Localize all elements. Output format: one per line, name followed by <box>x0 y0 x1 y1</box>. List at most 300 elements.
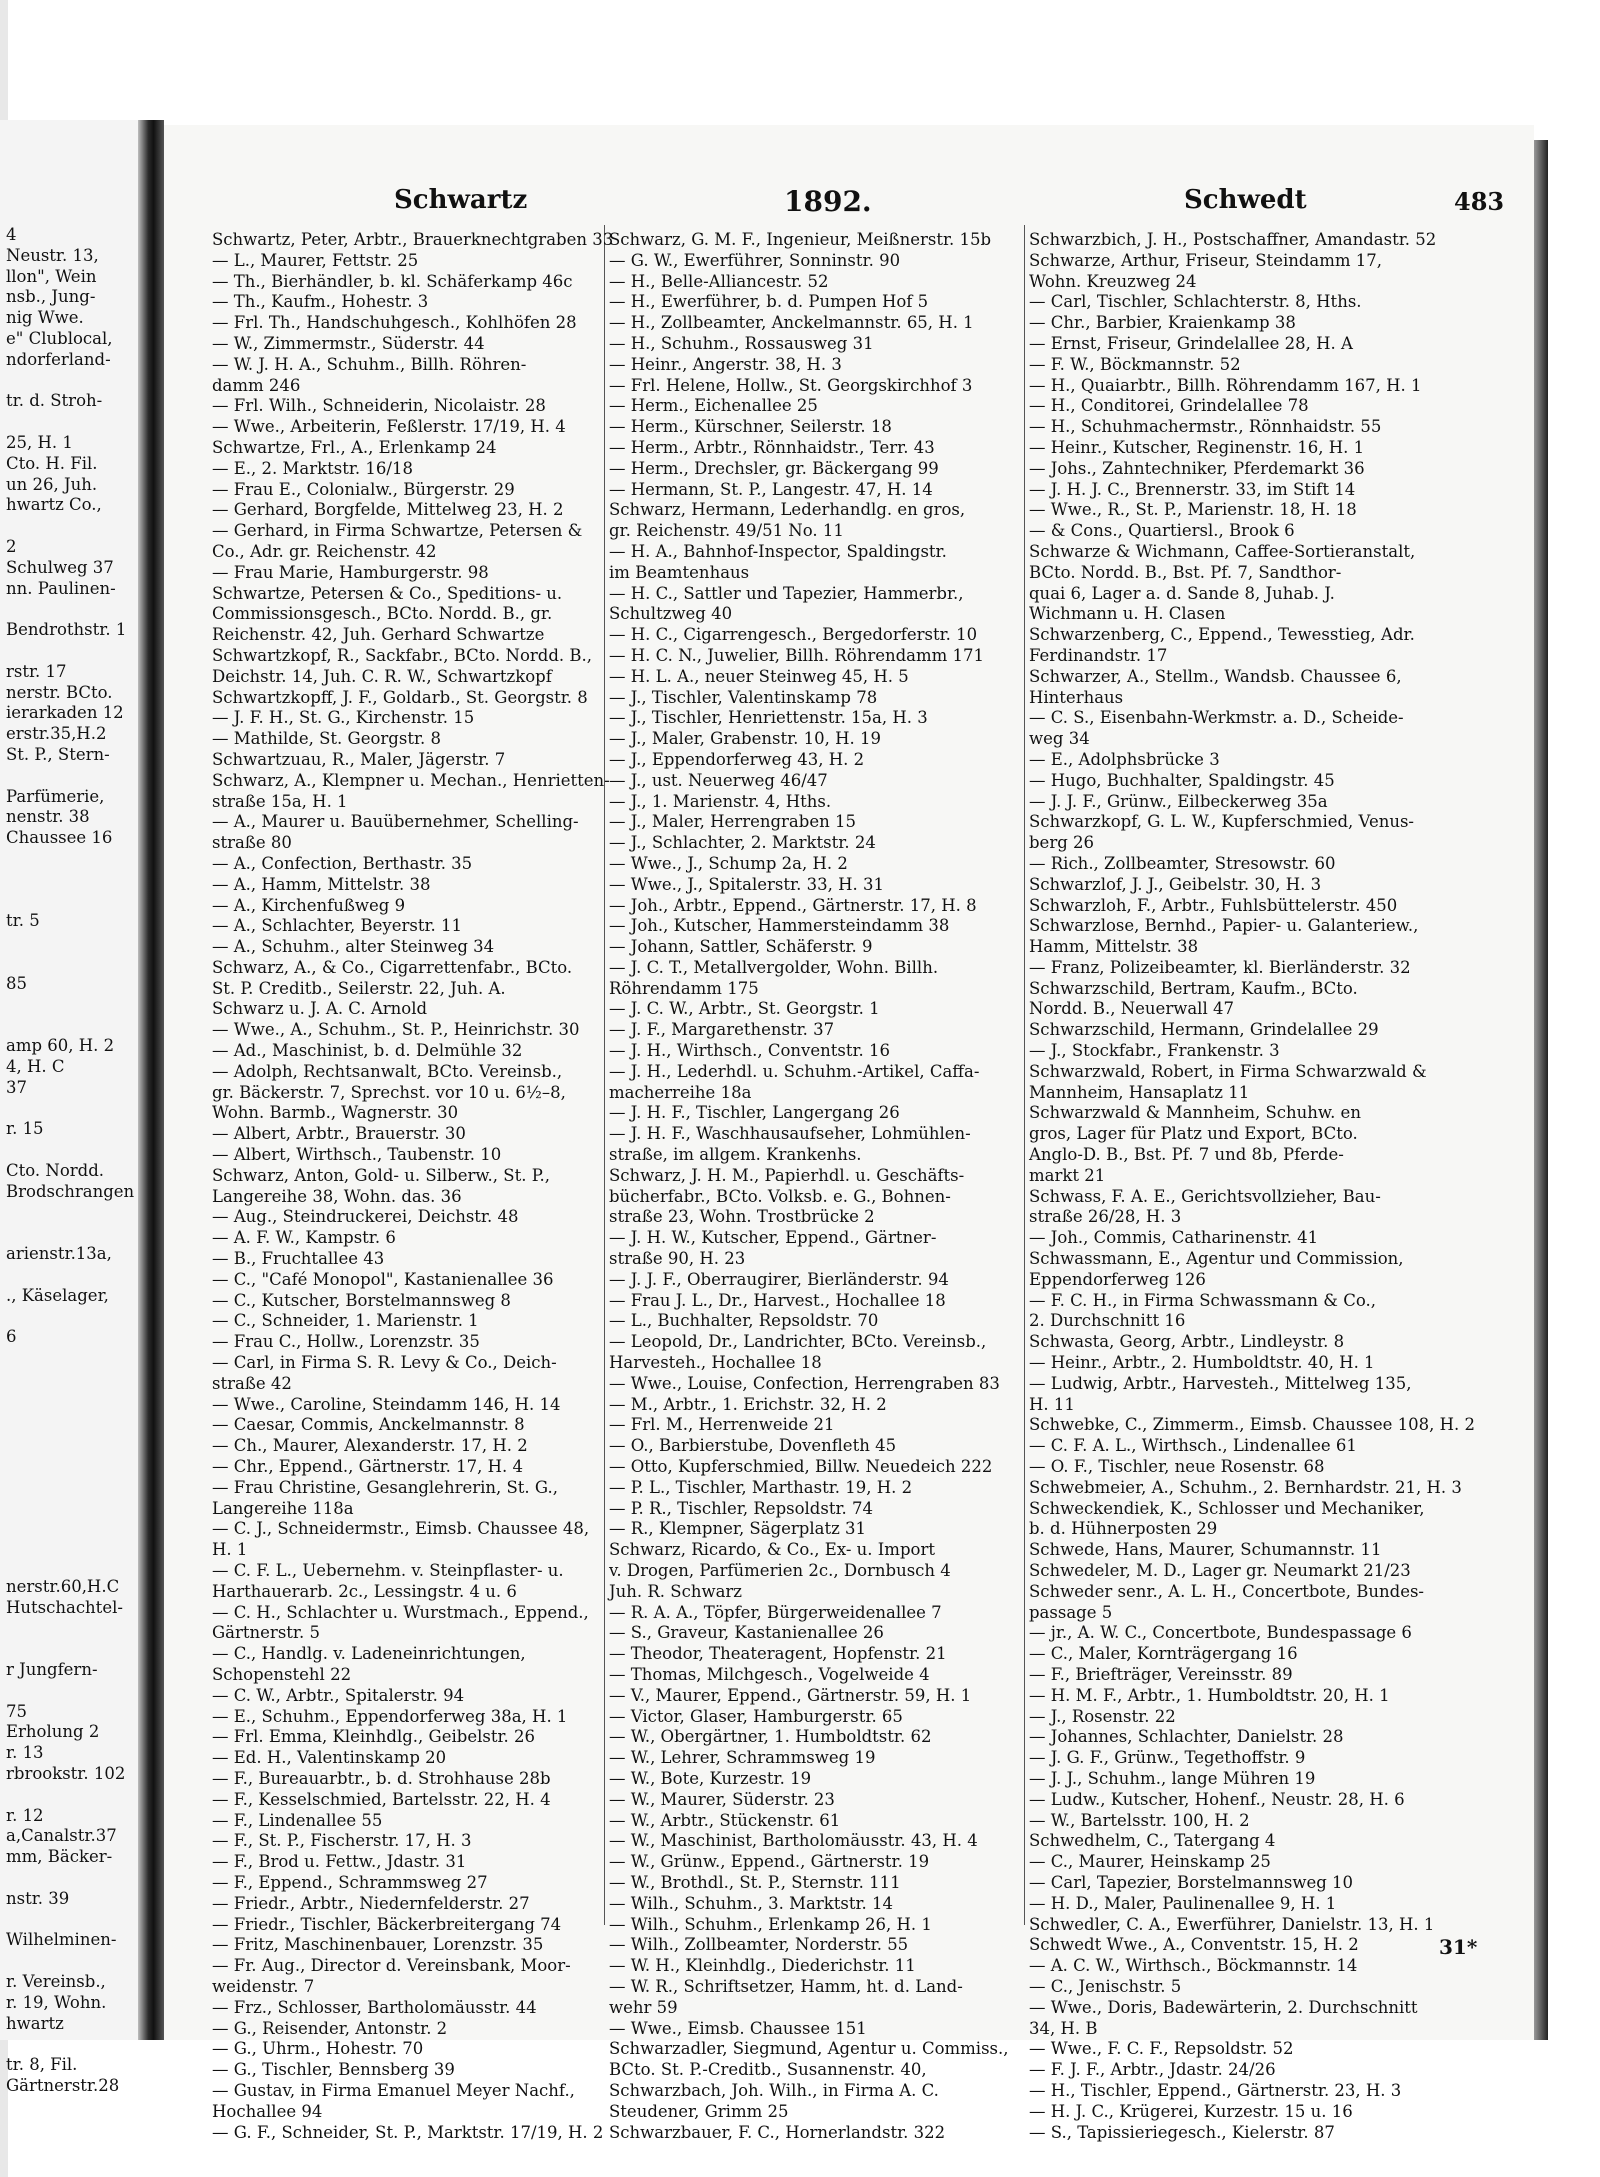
directory-entry-line: Juh. R. Schwarz <box>609 1581 742 1601</box>
left-page-fragment-line: Neustr. 13, <box>6 245 99 265</box>
directory-entry-line: — Wwe., J., Schump 2a, H. 2 <box>609 853 848 873</box>
left-page-fragment-line: Bendrothstr. 1 <box>6 620 127 640</box>
directory-entry-line: — J., ust. Neuerweg 46/47 <box>609 770 828 790</box>
left-page-fragment-line: a,Canalstr.37 <box>6 1826 117 1846</box>
directory-entry-line: Schwarz, A., & Co., Cigarrettenfabr., BCto. <box>212 957 573 977</box>
directory-entry-line: — J., Eppendorferweg 43, H. 2 <box>609 749 865 769</box>
left-page-fragment-line: nig Wwe. <box>6 308 84 328</box>
directory-entry-line: — H. C. N., Juwelier, Billh. Röhrendamm 171 <box>609 645 985 665</box>
left-page-fragment-line <box>6 932 134 953</box>
left-page-fragment-line <box>6 371 134 392</box>
directory-entry-line: Co., Adr. gr. Reichenstr. 42 <box>212 541 437 561</box>
directory-entry-line: — Frau J. L., Dr., Harvest., Hochallee 18 <box>609 1290 946 1310</box>
directory-entry-line: — J. H. F., Tischler, Langergang 26 <box>609 1103 900 1123</box>
left-page-fragment-line: 4 <box>6 225 17 244</box>
directory-entry-line: — Th., Bierhändler, b. kl. Schäferkamp 46c <box>212 271 573 291</box>
left-page-fragment-line <box>6 1556 134 1577</box>
left-page-fragment-line: tr. 8, Fil. <box>6 2055 78 2075</box>
directory-column-2 <box>609 230 1019 2143</box>
directory-entry-line: Schwarzadler, Siegmund, Agentur u. Commiss., <box>609 2039 1009 2059</box>
left-page-fragment-line: rstr. 17 <box>6 661 67 681</box>
left-page-fragment-line: hwartz <box>6 2013 64 2033</box>
directory-entry-line: — Wilh., Zollbeamter, Norderstr. 55 <box>609 1935 909 1955</box>
directory-entry-line: — H., Ewerführer, b. d. Pumpen Hof 5 <box>609 292 929 312</box>
left-page-fragment-line <box>6 1452 134 1473</box>
directory-entry-line: Hinterhaus <box>1029 687 1124 707</box>
directory-entry-line: — J., Stockfabr., Frankenstr. 3 <box>1029 1041 1280 1061</box>
directory-entry-line: Schwartzkopff, J. F., Goldarb., St. Georgstr. 8 <box>212 687 588 707</box>
left-page-fragment-line: 85 <box>6 973 27 993</box>
directory-entry-line: — & Cons., Quartiersl., Brook 6 <box>1029 521 1295 541</box>
directory-entry-line: — Victor, Glaser, Hamburgerstr. 65 <box>609 1706 903 1726</box>
directory-entry-line: markt 21 <box>1029 1165 1106 1185</box>
left-page-fragment-line <box>6 849 134 870</box>
directory-entry-line: — Ludwig, Arbtr., Harvesteh., Mittelweg 135, <box>1029 1373 1412 1393</box>
directory-entry-line: — Adolph, Rechtsanwalt, BCto. Vereinsb., <box>212 1061 563 1081</box>
directory-entry-line: H. 1 <box>212 1540 248 1560</box>
directory-entry-line: — L., Maurer, Fettstr. 25 <box>212 250 419 270</box>
directory-entry-line: Schwarzbauer, F. C., Hornerlandstr. 322 <box>609 2122 946 2142</box>
directory-entry-line: — Johs., Zahntechniker, Pferdemarkt 36 <box>1029 458 1365 478</box>
directory-entry-line: straße 15a, H. 1 <box>212 791 348 811</box>
directory-entry-line: — Johann, Sattler, Schäferstr. 9 <box>609 937 873 957</box>
directory-entry-line: — H., Belle-Alliancestr. 52 <box>609 271 829 291</box>
directory-entry-line: — Fr. Aug., Director d. Vereinsbank, Moor- <box>212 1956 571 1976</box>
directory-entry-line: — H., Schuhmachermstr., Rönnhaidstr. 55 <box>1029 417 1382 437</box>
directory-entry-line: — Herm., Arbtr., Rönnhaidstr., Terr. 43 <box>609 437 935 457</box>
directory-entry-line: — F. C. H., in Firma Schwassmann & Co., <box>1029 1290 1376 1310</box>
directory-entry-line: — Wwe., Caroline, Steindamm 146, H. 14 <box>212 1394 561 1414</box>
directory-entry-line: — Frl. Th., Handschuhgesch., Kohlhöfen 28 <box>212 313 577 333</box>
directory-entry-line: — Wwe., Doris, Badewärterin, 2. Durchschnitt <box>1029 1997 1418 2017</box>
directory-entry-line: Hochallee 94 <box>212 2101 323 2121</box>
directory-entry-line: — F., Lindenallee 55 <box>212 1810 383 1830</box>
left-page-fragment-line: nn. Paulinen- <box>6 578 116 598</box>
left-page-fragment-line: ierarkaden 12 <box>6 703 124 723</box>
directory-entry-line: — Hugo, Buchhalter, Spaldingstr. 45 <box>1029 770 1335 790</box>
directory-entry-line: — C., "Café Monopol", Kastanienallee 36 <box>212 1269 554 1289</box>
directory-entry-line: Schwarz, J. H. M., Papierhdl. u. Geschäfts- <box>609 1165 965 1185</box>
directory-entry-line: — Frl. M., Herrenweide 21 <box>609 1415 835 1435</box>
directory-entry-line: Gärtnerstr. 5 <box>212 1623 320 1643</box>
directory-entry-line: Harvesteh., Hochallee 18 <box>609 1353 822 1373</box>
directory-entry-line: Schwarzwald, Robert, in Firma Schwarzwald & <box>1029 1061 1427 1081</box>
left-page-fragment-line: r. 15 <box>6 1119 44 1139</box>
directory-entry-line: — S., Tapissieriegesch., Kielerstr. 87 <box>1029 2122 1335 2142</box>
directory-entry-line: — C. W., Arbtr., Spitalerstr. 94 <box>212 1685 465 1705</box>
directory-entry-line: Nordd. B., Neuerwall 47 <box>1029 999 1234 1019</box>
directory-entry-line: Langereihe 38, Wohn. das. 36 <box>212 1186 462 1206</box>
left-page-fragment-line: arienstr.13a, <box>6 1244 112 1264</box>
directory-column-1 <box>212 230 632 2143</box>
directory-entry-line: Schwartz, Peter, Arbtr., Brauerknechtgraben 33 <box>212 230 614 249</box>
directory-entry-line: — Frl. Helene, Hollw., St. Georgskirchhof 3 <box>609 375 973 395</box>
left-page-fragment-line <box>6 891 134 912</box>
left-page-fragment-line: tr. 5 <box>6 911 40 931</box>
left-page-fragment-line: Hutschachtel- <box>6 1597 123 1617</box>
directory-entry-line: gros, Lager für Platz und Export, BCto. <box>1029 1124 1358 1144</box>
directory-entry-line: — Carl, in Firma S. R. Levy & Co., Deich- <box>212 1353 557 1373</box>
left-page-fragment-line <box>6 412 134 433</box>
directory-entry-line: straße 90, H. 23 <box>609 1249 746 1269</box>
directory-entry-line: — H. M. F., Arbtr., 1. Humboldtstr. 20, H. 1 <box>1029 1685 1390 1705</box>
running-head-left: Schwartz <box>394 185 528 215</box>
directory-entry-line: — J. C. T., Metallvergolder, Wohn. Billh. <box>609 957 939 977</box>
directory-entry-line: — Hermann, St. P., Langestr. 47, H. 14 <box>609 479 933 499</box>
directory-entry-line: — W., Arbtr., Stückenstr. 61 <box>609 1810 841 1830</box>
directory-entry-line: H. 11 <box>1029 1394 1075 1414</box>
left-page-fragment-line <box>6 1785 134 1806</box>
directory-entry-line: — C. J., Schneidermstr., Eimsb. Chaussee 48, <box>212 1519 590 1539</box>
directory-entry-line: — C., Jenischstr. 5 <box>1029 1976 1182 1996</box>
directory-entry-line: — J., Maler, Herrengraben 15 <box>609 812 856 832</box>
left-page-fragment-line <box>6 1015 134 1036</box>
directory-entry-line: straße 23, Wohn. Trostbrücke 2 <box>609 1207 875 1227</box>
directory-entry-line: Schwarzlose, Bernhd., Papier- u. Galanteriew., <box>1029 916 1419 936</box>
directory-entry-line: Schwedt Wwe., A., Conventstr. 15, H. 2 <box>1029 1935 1359 1955</box>
left-page-fragment-line: 25, H. 1 <box>6 432 73 452</box>
directory-entry-line: — Friedr., Arbtr., Niedernfelderstr. 27 <box>212 1893 530 1913</box>
directory-entry-line: — Gerhard, Borgfelde, Mittelweg 23, H. 2 <box>212 500 564 520</box>
left-page-fragment-line <box>6 1390 134 1411</box>
directory-entry-line: BCto. St. P.-Creditb., Susannenstr. 40, <box>609 2060 927 2080</box>
left-page-fragment-line <box>6 1306 134 1327</box>
left-page-fragment-line: r. 13 <box>6 1743 44 1763</box>
left-page-fragment-line <box>6 1868 134 1889</box>
directory-entry-line: — Ernst, Friseur, Grindelallee 28, H. A <box>1029 333 1353 353</box>
directory-entry-line: — F. W., Böckmannstr. 52 <box>1029 354 1241 374</box>
directory-entry-line: — J., Rosenstr. 22 <box>1029 1706 1176 1726</box>
directory-column-3 <box>1029 230 1475 2143</box>
left-page-fragment-line <box>6 1514 134 1535</box>
directory-entry-line: Ferdinandstr. 17 <box>1029 645 1168 665</box>
directory-entry-line: — J. H., Wirthsch., Conventstr. 16 <box>609 1041 891 1061</box>
directory-entry-line: — Ed. H., Valentinskamp 20 <box>212 1748 447 1768</box>
left-page-fragment-line: tr. d. Stroh- <box>6 391 103 411</box>
left-page-fragment-line: rbrookstr. 102 <box>6 1763 126 1783</box>
directory-entry-line: — F., Kesselschmied, Bartelsstr. 22, H. 4 <box>212 1789 551 1809</box>
left-page-text-column <box>6 225 134 2097</box>
directory-entry-line: — M., Arbtr., 1. Erichstr. 32, H. 2 <box>609 1394 887 1414</box>
directory-entry-line: Schwarz u. J. A. C. Arnold <box>212 999 428 1019</box>
directory-entry-line: — C. H., Schlachter u. Wurstmach., Eppend., <box>212 1602 589 1622</box>
left-page-fragment-line: ., Käselager, <box>6 1285 109 1305</box>
directory-entry-line: Schweder senr., A. L. H., Concertbote, Bundes- <box>1029 1581 1425 1601</box>
left-page-fragment-line: Brodschrangen <box>6 1181 135 1201</box>
directory-entry-line: — E., Schuhm., Eppendorferweg 38a, H. 1 <box>212 1706 568 1726</box>
directory-entry-line: — W., Zimmermstr., Süderstr. 44 <box>212 333 485 353</box>
directory-entry-line: — C., Schneider, 1. Marienstr. 1 <box>212 1311 479 1331</box>
left-page-fragment-line <box>6 1265 134 1286</box>
directory-entry-line: — Wwe., F. C. F., Repsoldstr. 52 <box>1029 2039 1294 2059</box>
directory-entry-line: — J., 1. Marienstr. 4, Hths. <box>609 791 832 811</box>
directory-entry-line: St. P. Creditb., Seilerstr. 22, Juh. A. <box>212 978 506 998</box>
directory-entry-line: — Ludw., Kutscher, Hohenf., Neustr. 28, H. 6 <box>1029 1789 1405 1809</box>
directory-entry-line: — Franz, Polizeibeamter, kl. Bierländerstr. 32 <box>1029 957 1411 977</box>
directory-entry-line: — H., Zollbeamter, Anckelmannstr. 65, H. 1 <box>609 313 974 333</box>
directory-entry-line: — Theodor, Theateragent, Hopfenstr. 21 <box>609 1644 947 1664</box>
directory-entry-line: — W., Brothdl., St. P., Sternstr. 111 <box>609 1872 901 1892</box>
left-page-fragment-line: Cto. Nordd. <box>6 1160 105 1180</box>
left-page-fragment-line <box>6 1140 134 1161</box>
directory-entry-line: Commissionsgesch., BCto. Nordd. B., gr. <box>212 604 553 624</box>
directory-entry-line: — C., Maler, Kornträgergang 16 <box>1029 1644 1298 1664</box>
left-page-fragment-line <box>6 1910 134 1931</box>
directory-entry-line: bücherfabr., BCto. Volksb. e. G., Bohnen- <box>609 1186 951 1206</box>
directory-entry-line: — J., Maler, Grabenstr. 10, H. 19 <box>609 729 882 749</box>
directory-entry-line: — Frl. Emma, Kleinhdlg., Geibelstr. 26 <box>212 1727 536 1747</box>
left-page-fragment-line: hwartz Co., <box>6 495 102 515</box>
left-page-fragment-line: St. P., Stern- <box>6 744 110 764</box>
directory-entry-line: — O., Barbierstube, Dovenfleth 45 <box>609 1436 897 1456</box>
left-page-fragment-line: 75 <box>6 1701 27 1721</box>
directory-entry-line: — W., Bartelsstr. 100, H. 2 <box>1029 1810 1250 1830</box>
directory-entry-line: — F., Brod u. Fettw., Jdastr. 31 <box>212 1852 467 1872</box>
directory-entry-line: 2. Durchschnitt 16 <box>1029 1311 1186 1331</box>
directory-entry-line: — Wwe., A., Schuhm., St. P., Heinrichstr. 30 <box>212 1020 580 1040</box>
directory-entry-line: damm 246 <box>212 375 301 395</box>
directory-entry-line: — J. H. F., Waschhausaufseher, Lohmühlen- <box>609 1124 971 1144</box>
left-page-fragment-line <box>6 1535 134 1556</box>
left-page-fragment-line: nerstr. BCto. <box>6 682 113 702</box>
directory-entry-line: Anglo-D. B., Bst. Pf. 7 und 8b, Pferde- <box>1029 1145 1344 1165</box>
directory-entry-line: — A., Hamm, Mittelstr. 38 <box>212 874 431 894</box>
directory-entry-line: Schwede, Hans, Maurer, Schumannstr. 11 <box>1029 1540 1382 1560</box>
directory-entry-line: — P. R., Tischler, Repsoldstr. 74 <box>609 1498 874 1518</box>
directory-entry-line: — Frau C., Hollw., Lorenzstr. 35 <box>212 1332 480 1352</box>
directory-entry-line: Schwarzer, A., Stellm., Wandsb. Chaussee 6, <box>1029 666 1402 686</box>
directory-entry-line: — E., 2. Marktstr. 16/18 <box>212 458 413 478</box>
directory-entry-line: — G. F., Schneider, St. P., Marktstr. 17/19, H. 2 <box>212 2122 604 2142</box>
left-page-fragment-line <box>6 1473 134 1494</box>
left-page-fragment-line: nsb., Jung- <box>6 287 96 307</box>
directory-entry-line: — Frau E., Colonialw., Bürgerstr. 29 <box>212 479 515 499</box>
directory-entry-line: — J., Tischler, Henriettenstr. 15a, H. 3 <box>609 708 928 728</box>
directory-entry-line: v. Drogen, Parfümerien 2c., Dornbusch 4 <box>609 1561 951 1580</box>
left-page-fragment-line: 6 <box>6 1327 17 1347</box>
directory-entry-line: — Joh., Commis, Catharinenstr. 41 <box>1029 1228 1319 1248</box>
directory-entry-line: — Wwe., Eimsb. Chaussee 151 <box>609 2018 867 2038</box>
directory-entry-line: Schwebmeier, A., Schuhm., 2. Bernhardstr. 21, H. 3 <box>1029 1477 1462 1497</box>
left-page-fragment-line: Schulweg 37 <box>6 557 114 577</box>
left-page-fragment <box>0 120 140 2095</box>
directory-entry-line: — H., Conditorei, Grindelallee 78 <box>1029 396 1309 416</box>
left-page-fragment-line: 4, H. C <box>6 1056 65 1076</box>
left-page-fragment-line <box>6 2034 134 2055</box>
directory-entry-line: — C., Maurer, Heinskamp 25 <box>1029 1852 1271 1872</box>
directory-entry-line: Schwarzbich, J. H., Postschaffner, Amandastr. 52 <box>1029 230 1437 249</box>
directory-entry-line: — Caesar, Commis, Anckelmannstr. 8 <box>212 1415 525 1435</box>
page-header <box>164 185 1534 225</box>
left-page-fragment-line <box>6 953 134 974</box>
left-page-fragment-line <box>6 1431 134 1452</box>
directory-entry-line: — G., Uhrm., Hohestr. 70 <box>212 2039 424 2059</box>
directory-entry-line: Schwarzschild, Bertram, Kaufm., BCto. <box>1029 978 1358 998</box>
left-page-fragment-line: amp 60, H. 2 <box>6 1036 115 1056</box>
directory-entry-line: — J. F., Margarethenstr. 37 <box>609 1020 835 1040</box>
directory-entry-line: — W., Bote, Kurzestr. 19 <box>609 1768 812 1788</box>
directory-entry-line: — Herm., Eichenallee 25 <box>609 396 818 416</box>
directory-entry-line: — J. C. W., Arbtr., St. Georgstr. 1 <box>609 999 880 1019</box>
left-page-fragment-line: ndorferland- <box>6 349 111 369</box>
directory-entry-line: — Herm., Drechsler, gr. Bäckergang 99 <box>609 458 939 478</box>
directory-entry-line: — H. C., Sattler und Tapezier, Hammerbr., <box>609 583 964 603</box>
directory-entry-line: — C. S., Eisenbahn-Werkmstr. a. D., Scheide- <box>1029 708 1404 728</box>
directory-entry-line: Schwassmann, E., Agentur und Commission, <box>1029 1249 1404 1269</box>
directory-entry-line: — R., Klempner, Sägerplatz 31 <box>609 1519 867 1539</box>
directory-entry-line: — A., Schlachter, Beyerstr. 11 <box>212 916 463 936</box>
directory-entry-line: — F., St. P., Fischerstr. 17, H. 3 <box>212 1831 472 1851</box>
directory-entry-line: gr. Reichenstr. 49/51 No. 11 <box>609 521 844 541</box>
directory-entry-line: — G. W., Ewerführer, Sonninstr. 90 <box>609 250 901 270</box>
directory-entry-line: — Ad., Maschinist, b. d. Delmühle 32 <box>212 1041 523 1061</box>
left-page-fragment-line: mm, Bäcker- <box>6 1847 113 1867</box>
directory-entry-line: — H. L. A., neuer Steinweg 45, H. 5 <box>609 666 909 686</box>
directory-entry-line: — Leopold, Dr., Landrichter, BCto. Vereinsb., <box>609 1332 987 1352</box>
left-page-fragment-line <box>6 994 134 1015</box>
directory-entry-line: — W. J. H. A., Schuhm., Billh. Röhren- <box>212 354 527 374</box>
directory-entry-line: — Heinr., Angerstr. 38, H. 3 <box>609 354 842 374</box>
directory-entry-line: — G., Reisender, Antonstr. 2 <box>212 2018 448 2038</box>
page-edge-shadow <box>1534 140 1548 2040</box>
directory-page <box>164 125 1534 2142</box>
directory-entry-line: — A. F. W., Kampstr. 6 <box>212 1228 396 1248</box>
left-page-fragment-line <box>6 1639 134 1660</box>
directory-entry-line: — Friedr., Tischler, Bäckerbreitergang 74 <box>212 1914 562 1934</box>
directory-entry-line: — V., Maurer, Eppend., Gärtnerstr. 59, H. 1 <box>609 1685 972 1705</box>
directory-entry-line: — A. C. W., Wirthsch., Böckmannstr. 14 <box>1029 1956 1358 1976</box>
directory-entry-line: straße 26/28, H. 3 <box>1029 1207 1182 1227</box>
directory-entry-line: Schwarz, G. M. F., Ingenieur, Meißnerstr. 15b <box>609 230 992 249</box>
directory-entry-line: Steudener, Grimm 25 <box>609 2101 789 2121</box>
left-page-fragment-line: e" Clublocal, <box>6 328 113 348</box>
directory-entry-line: — J., Schlachter, 2. Marktstr. 24 <box>609 833 876 853</box>
directory-entry-line: weidenstr. 7 <box>212 1976 315 1996</box>
book-gutter <box>138 120 164 2040</box>
directory-entry-line: — F., Bureauarbtr., b. d. Strohhause 28b <box>212 1768 551 1788</box>
directory-entry-line: wehr 59 <box>609 1997 678 2017</box>
directory-entry-line: — W., Maurer, Süderstr. 23 <box>609 1789 835 1809</box>
left-page-fragment-line: Erholung 2 <box>6 1722 100 1742</box>
directory-entry-line: — J. G. F., Grünw., Tegethoffstr. 9 <box>1029 1748 1306 1768</box>
directory-entry-line: — Wilh., Schuhm., Erlenkamp 26, H. 1 <box>609 1914 932 1934</box>
directory-entry-line: Schwarz, A., Klempner u. Mechan., Henrietten- <box>212 770 610 790</box>
directory-entry-line: macherreihe 18a <box>609 1082 752 1102</box>
directory-entry-line: — H. C., Cigarrengesch., Bergedorferstr. 10 <box>609 625 978 645</box>
directory-entry-line: Schwartze, Frl., A., Erlenkamp 24 <box>212 437 497 457</box>
directory-entry-line: — W., Maschinist, Bartholomäusstr. 43, H. 4 <box>609 1831 978 1851</box>
directory-entry-line: — C. F. L., Uebernehm. v. Steinpflaster- u. <box>212 1561 564 1580</box>
directory-entry-line: Schwedler, C. A., Ewerführer, Danielstr. 13, H. 1 <box>1029 1914 1435 1934</box>
directory-entry-line: — Chr., Barbier, Kraienkamp 38 <box>1029 313 1296 333</box>
directory-entry-line: — A., Maurer u. Bauübernehmer, Schelling- <box>212 812 579 832</box>
directory-entry-line: — C., Kutscher, Borstelmannsweg 8 <box>212 1290 511 1310</box>
directory-entry-line: Schwarzbach, Joh. Wilh., in Firma A. C. <box>609 2080 939 2100</box>
directory-entry-line: Schwarz, Ricardo, & Co., Ex- u. Import <box>609 1540 935 1560</box>
directory-entry-line: — Gerhard, in Firma Schwartze, Petersen & <box>212 521 583 541</box>
directory-entry-line: passage 5 <box>1029 1602 1113 1622</box>
directory-entry-line: im Beamtenhaus <box>609 562 750 582</box>
left-page-fragment-line: Parfümerie, <box>6 786 105 806</box>
directory-entry-line: gr. Bäckerstr. 7, Sprechst. vor 10 u. 6½–8, <box>212 1082 566 1102</box>
directory-entry-line: — Wwe., Louise, Confection, Herrengraben 83 <box>609 1373 1000 1393</box>
directory-entry-line: Schwass, F. A. E., Gerichtsvollzieher, Bau- <box>1029 1186 1381 1206</box>
directory-entry-line: — J. J. F., Grünw., Eilbeckerweg 35a <box>1029 791 1328 811</box>
directory-entry-line: Schwebke, C., Zimmerm., Eimsb. Chaussee 108, H. 2 <box>1029 1415 1475 1435</box>
directory-entry-line: — O. F., Tischler, neue Rosenstr. 68 <box>1029 1457 1325 1477</box>
directory-entry-line: — Joh., Arbtr., Eppend., Gärtnerstr. 17, H. 8 <box>609 895 977 915</box>
directory-entry-line: Wohn. Kreuzweg 24 <box>1029 271 1197 291</box>
directory-entry-line: — Otto, Kupferschmied, Billw. Neuedeich 222 <box>609 1457 993 1477</box>
left-page-fragment-line: 2 <box>6 536 17 556</box>
directory-entry-line: — Aug., Steindruckerei, Deichstr. 48 <box>212 1207 519 1227</box>
directory-entry-line: Schwartze, Petersen & Co., Speditions- u. <box>212 583 563 603</box>
page-number: 483 <box>1454 187 1505 216</box>
directory-entry-line: Schultzweg 40 <box>609 604 733 624</box>
directory-entry-line: Langereihe 118a <box>212 1498 354 1518</box>
directory-entry-line: — E., Adolphsbrücke 3 <box>1029 749 1220 769</box>
directory-entry-line: — Fritz, Maschinenbauer, Lorenzstr. 35 <box>212 1935 544 1955</box>
left-page-fragment-line <box>6 870 134 891</box>
directory-entry-line: — Ch., Maurer, Alexanderstr. 17, H. 2 <box>212 1436 528 1456</box>
running-head-right: Schwedt <box>1184 185 1307 215</box>
directory-entry-line: straße, im allgem. Krankenhs. <box>609 1145 862 1165</box>
directory-entry-line: Schopenstehl 22 <box>212 1664 352 1684</box>
left-page-fragment-line <box>6 1618 134 1639</box>
left-page-fragment-line: r Jungfern- <box>6 1659 98 1679</box>
directory-entry-line: — Chr., Eppend., Gärtnerstr. 17, H. 4 <box>212 1457 524 1477</box>
column-rule <box>1024 225 1025 1925</box>
directory-entry-line: Schwartzuau, R., Maler, Jägerstr. 7 <box>212 749 506 769</box>
directory-entry-line: — Heinr., Arbtr., 2. Humboldtstr. 40, H. 1 <box>1029 1353 1375 1373</box>
directory-entry-line: — Carl, Tapezier, Borstelmannsweg 10 <box>1029 1872 1354 1892</box>
left-page-fragment-line <box>6 1098 134 1119</box>
left-page-fragment-line: Gärtnerstr.28 <box>6 2075 120 2095</box>
left-page-fragment-line: Cto. H. Fil. <box>6 453 98 473</box>
page-year: 1892. <box>784 185 872 218</box>
directory-entry-line: Schwedhelm, C., Tatergang 4 <box>1029 1831 1276 1851</box>
directory-entry-line: — Johannes, Schlachter, Danielstr. 28 <box>1029 1727 1344 1747</box>
directory-entry-line: — J. H. J. C., Brennerstr. 33, im Stift 14 <box>1029 479 1356 499</box>
directory-entry-line: — S., Graveur, Kastanienallee 26 <box>609 1623 884 1643</box>
left-page-fragment-line <box>6 641 134 662</box>
left-page-fragment-line <box>6 1494 134 1515</box>
directory-entry-line: Schwarze & Wichmann, Caffee-Sortieranstalt, <box>1029 541 1416 561</box>
directory-entry-line: Schwarzwald & Mannheim, Schuhw. en <box>1029 1103 1361 1123</box>
left-page-fragment-line <box>6 1348 134 1369</box>
directory-entry-line: — A., Confection, Berthastr. 35 <box>212 853 473 873</box>
directory-entry-line: — Rich., Zollbeamter, Stresowstr. 60 <box>1029 853 1336 873</box>
directory-entry-line: b. d. Hühnerposten 29 <box>1029 1519 1218 1539</box>
directory-entry-line: — Frau Marie, Hamburgerstr. 98 <box>212 562 489 582</box>
left-page-fragment-line: Chaussee 16 <box>6 828 113 848</box>
directory-entry-line: — F., Briefträger, Vereinsstr. 89 <box>1029 1664 1293 1684</box>
directory-entry-line: — H., Quaiarbtr., Billh. Röhrendamm 167, H. 1 <box>1029 375 1422 395</box>
directory-entry-line: Wichmann u. H. Clasen <box>1029 604 1226 624</box>
directory-entry-line: — Carl, Tischler, Schlachterstr. 8, Hths. <box>1029 292 1362 312</box>
directory-entry-line: berg 26 <box>1029 833 1095 853</box>
directory-entry-line: — Wwe., Arbeiterin, Feßlerstr. 17/19, H. 4 <box>212 417 566 437</box>
left-page-fragment-line: nenstr. 38 <box>6 807 90 827</box>
directory-entry-line: — Wwe., R., St. P., Marienstr. 18, H. 18 <box>1029 500 1357 520</box>
directory-entry-line: Schwarzlof, J. J., Geibelstr. 30, H. 3 <box>1029 874 1322 894</box>
directory-entry-line: — Heinr., Kutscher, Reginenstr. 16, H. 1 <box>1029 437 1365 457</box>
directory-entry-line: — Albert, Arbtr., Brauerstr. 30 <box>212 1124 466 1144</box>
left-page-fragment-line: nerstr.60,H.C <box>6 1576 120 1596</box>
left-page-fragment-line: 37 <box>6 1077 27 1097</box>
left-page-fragment-line: un 26, Juh. <box>6 474 98 494</box>
directory-entry-line: — F., Eppend., Schrammsweg 27 <box>212 1872 488 1892</box>
